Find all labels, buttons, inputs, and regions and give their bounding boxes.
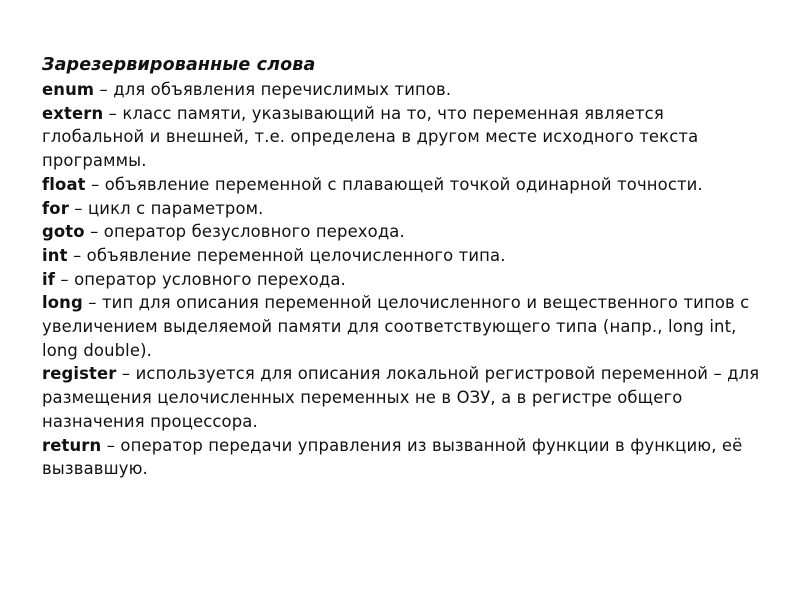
keyword-definition: – тип для описания переменной целочисленного и вещественного типов с увеличением выделяемой памяти для соответствующего типа (напр., long int, long double).	[42, 293, 750, 360]
entry-for	[42, 197, 762, 221]
keyword-definition: – оператор безусловного перехода.	[84, 222, 405, 242]
keyword-definition: – цикл с параметром.	[68, 198, 264, 218]
entry-int	[42, 244, 762, 268]
slide-content	[42, 52, 762, 481]
keyword-term: if	[42, 269, 56, 289]
keyword-term: register	[42, 364, 117, 384]
keyword-definition: – объявление переменной с плавающей точкой одинарной точности.	[85, 174, 703, 194]
entry-return	[42, 434, 762, 481]
keyword-definition: – для объявления перечислимых типов.	[94, 80, 452, 99]
keyword-definition: – объявление переменной целочисленного типа.	[67, 245, 506, 265]
slide-title: Зарезервированные слова	[42, 55, 316, 75]
keyword-term: for	[42, 198, 69, 218]
entry-goto	[42, 220, 762, 244]
keyword-term: long	[42, 293, 83, 313]
entry-if	[42, 268, 762, 292]
keyword-definition: – оператор условного перехода.	[55, 269, 346, 289]
entry-float	[42, 173, 762, 197]
keyword-term: return	[42, 435, 102, 455]
keyword-term: int	[42, 245, 68, 265]
entry-extern	[42, 102, 762, 173]
keyword-term: extern	[42, 103, 104, 123]
keyword-definition: – оператор передачи управления из вызванной функции в функцию, её вызвавшую.	[42, 435, 743, 479]
entry-long	[42, 291, 762, 362]
entry-enum	[42, 78, 762, 102]
keyword-term: goto	[42, 222, 85, 242]
entry-register	[42, 362, 762, 433]
keyword-definition: – используется для описания локальной регистровой переменной – для размещения целочисленных переменных не в ОЗУ, а в регистре общего назначения процессора.	[42, 364, 760, 431]
keyword-term: enum	[42, 80, 95, 99]
keyword-term: float	[42, 174, 86, 194]
keyword-definition: – класс памяти, указывающий на то, что переменная является глобальной и внешней, т.е. определена в другом месте исходного текста программы.	[42, 103, 699, 171]
